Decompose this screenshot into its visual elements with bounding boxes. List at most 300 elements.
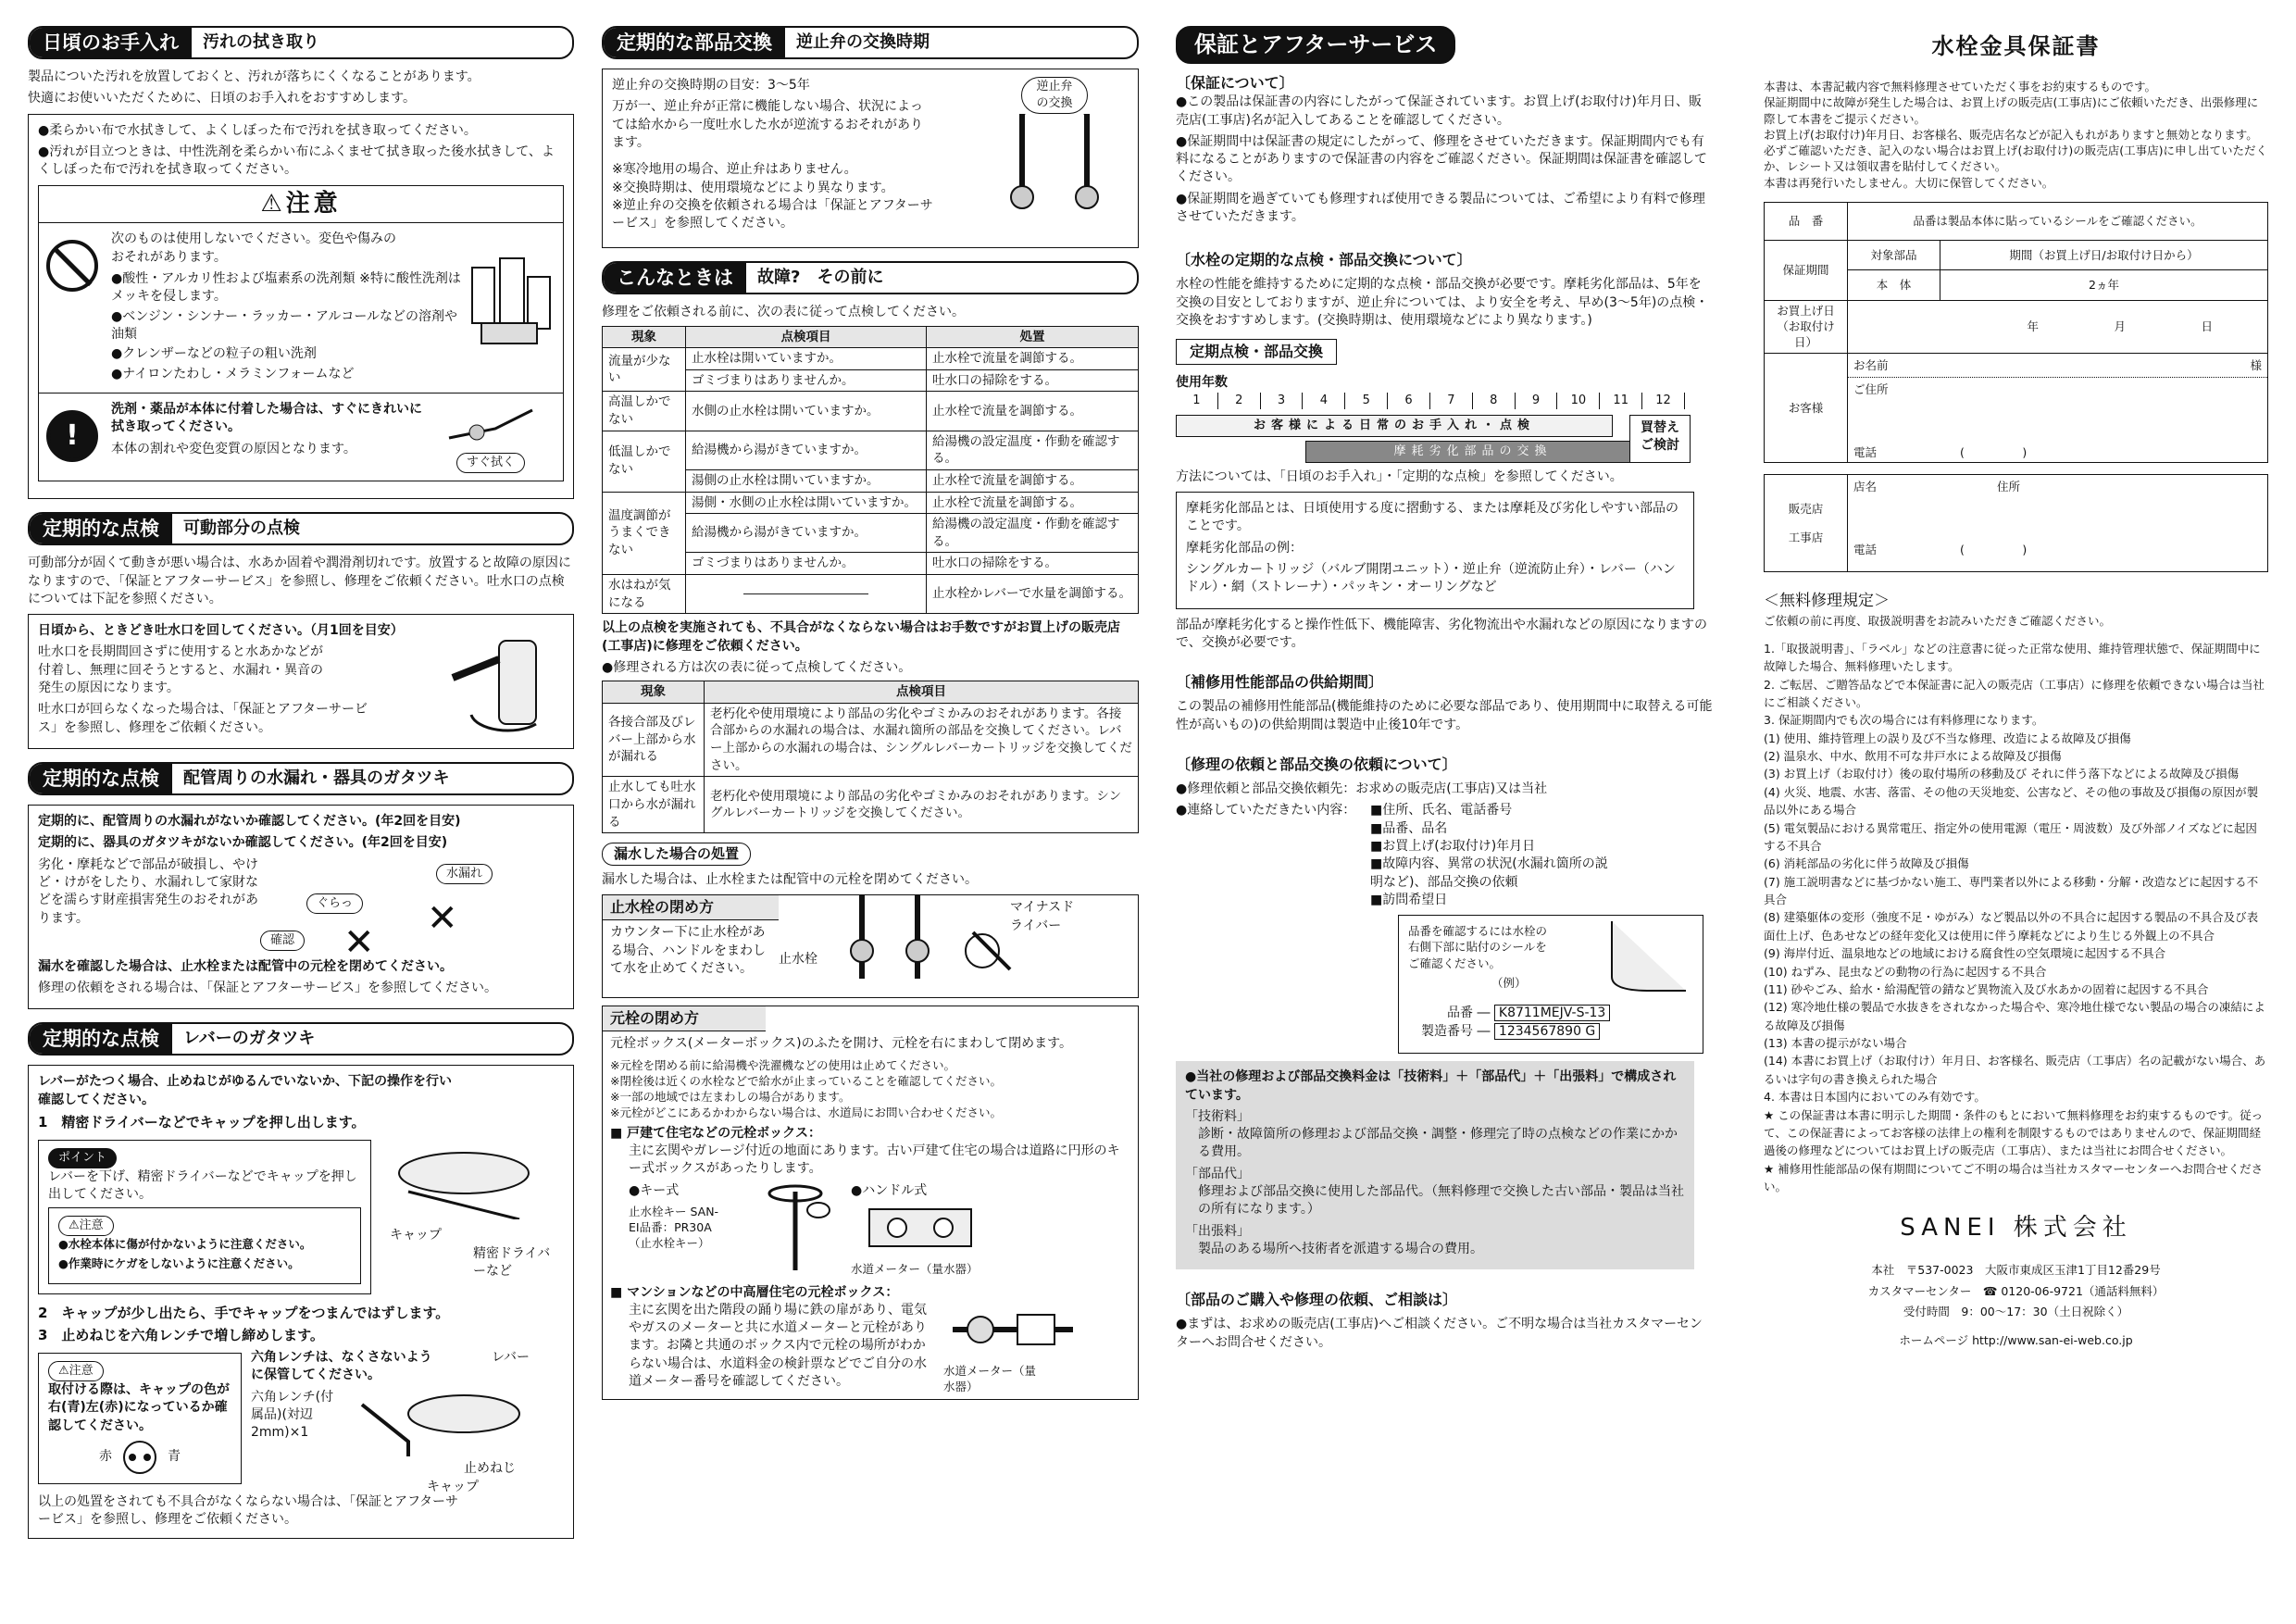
action-cell: 止水栓で流量を調節する。 xyxy=(927,492,1139,514)
caution-row-prohibited xyxy=(39,223,563,394)
period-header: 期間（お買上げ日/お取付け日から） xyxy=(1940,240,2268,270)
intro-line: 保証期間中に故障が発生した場合は、お買上げの販売店(工事店)にご依頼いただき、出張修理に際して本書をご提示ください。 xyxy=(1764,95,2259,126)
symptom-cell: 低温しかでない xyxy=(603,431,686,492)
color-note-box xyxy=(38,1353,242,1484)
month-label: 月 xyxy=(2114,319,2126,334)
list-item: ●クレンザーなどの粒子の粗い洗剤 xyxy=(111,346,317,362)
after-service-title: 保証とアフターサービス xyxy=(1176,26,1455,64)
main-valve-note: ※元栓がどこにあるかわからない場合は、水道局にお問い合わせください。 xyxy=(610,1106,1002,1120)
form-row xyxy=(1765,240,2268,270)
year-tick: 6 xyxy=(1388,393,1430,409)
repair-info-label: ●連絡していただきたい内容： xyxy=(1176,803,1356,818)
list-item: ●酸性・アルカリ性および塩素系の洗剤類 ※特に酸性洗剤はメッキを侵します。 xyxy=(111,271,461,305)
valve-note: ※交換時期は、使用環境などにより異なります。 xyxy=(612,180,894,195)
rule-item: 4. 本書は日本国内においてのみ有効です。 xyxy=(1764,1090,1986,1105)
warranty-item: ●保証期間を過ぎていても修理すれば使用できる製品については、ご希望により有料で修理させていただきます。 xyxy=(1176,191,1705,225)
house-heading: ■ 戸建て住宅などの元栓ボックス： xyxy=(610,1125,821,1141)
shop-address-label: 住所 xyxy=(1997,480,2021,494)
purchase-text: ●まずは、お求めの販売店(工事店)へご相談ください。ご不明な場合は当社カスタマーセンターへお問合せください。 xyxy=(1176,1317,1703,1350)
note-item: ●水栓本体に傷が付かないように注意ください。 xyxy=(58,1237,312,1252)
cap-label: キャップ xyxy=(390,1227,442,1243)
year-tick: 10 xyxy=(1557,393,1600,409)
spout-box xyxy=(28,614,574,749)
wipe-now-label: すぐ拭く xyxy=(456,453,525,473)
repair-heading: 〔修理の依頼と部品交換の依頼について〕 xyxy=(1176,755,1457,773)
cap-color-icon xyxy=(121,1439,158,1476)
leak-risk-text: 劣化・摩耗などで部品が破損し、やけど・けがをしたり、水漏れして家財などを濡らす財産損害発生のおそれがあります。 xyxy=(38,856,258,926)
phone-label: 電話 xyxy=(1853,444,1878,459)
main-valve-note: ※閉栓後は近くの水栓などで給水が止まっていることを確認してください。 xyxy=(610,1073,1002,1088)
main-valve-title: 元栓の閉め方 xyxy=(603,1006,766,1031)
moving-parts-text: 可動部分が固くて動きが悪い場合は、水あか固着や潤滑剤切れです。放置すると故障の原因になりますので、「保証とアフターサービス」を参照し、修理をご依頼ください。吐水口の点検については下記を参照ください。 xyxy=(28,556,571,606)
year-tick: 7 xyxy=(1430,393,1473,409)
leak-measures-pill: 漏水した場合の処置 xyxy=(602,843,751,866)
stopcock-text: カウンター下に止水栓がある場合、ハンドルをまわして水を止めてください。 xyxy=(610,925,766,976)
periodic-heading: 〔水栓の定期的な点検・部品交換について〕 xyxy=(1176,251,1472,269)
table-row xyxy=(603,703,1139,777)
rule-item: (1) 使用、維持管理上の誤り及び不当な修理、改造による故障及び損傷 xyxy=(1764,731,2131,745)
valve-note: ※寒冷地用の場合、逆止弁はありません。 xyxy=(612,162,857,178)
valve-types xyxy=(610,1182,1130,1284)
free-repair-title: ＜無料修理規定＞ xyxy=(1764,592,1890,611)
section-title: 定期的な点検 xyxy=(30,514,172,543)
form-row xyxy=(1765,300,2268,353)
check-cell: 給湯機から湯がきていますか。 xyxy=(686,514,927,553)
fee-heading: ●当社の修理および部品交換料金は「技術料」＋「部品代」＋「出張料」で構成されています。 xyxy=(1185,1069,1677,1103)
cross-icon: ✕ xyxy=(343,920,375,964)
main-valve-text: 元栓ボックス(メーターボックス)のふたを開け、元栓を右にまわして閉めます。 xyxy=(610,1036,1072,1052)
repair-contact: ●修理依頼と部品交換依頼先：お求めの販売店(工事店)又は当社 xyxy=(1176,781,1548,796)
daily-care-text-2: 快適にお使いいただくために、日頃のお手入れをおすすめします。 xyxy=(28,91,417,106)
list-item: ■住所、氏名、電話番号 xyxy=(1370,803,1513,818)
hex-wrench-icon xyxy=(353,1386,529,1460)
phone-label: 電話 xyxy=(1853,543,1878,557)
symptom-cell: 止水しても吐水口から水が漏れる xyxy=(603,777,705,833)
year-tick: 2 xyxy=(1218,393,1261,409)
year-tick: 9 xyxy=(1516,393,1558,409)
troubleshoot-table xyxy=(602,326,1139,615)
meter-label: 水道メーター（量水器） xyxy=(851,1262,979,1277)
rule-item: (10) ねずみ、昆虫などの動物の行為に起因する不具合 xyxy=(1764,964,2047,979)
table-header: 点検項目 xyxy=(705,681,1139,704)
symptom-cell: 流量が少ない xyxy=(603,348,686,392)
apartment-text: 主に玄関を出た階段の踊り場に鉄の扉があり、電気やガスのメーターと共に水道メーターと元栓があります。お隣と共通のボックス内で元栓の場所がわからない場合は、水道料金の検針票などでご自分の水道メーター番号を確認してください。 xyxy=(629,1302,927,1390)
leak-illustration xyxy=(260,856,564,964)
column-maintenance xyxy=(602,26,1139,1407)
section-troubleshoot-header xyxy=(602,261,1139,294)
wear-parts-text: 摩耗劣化部品とは、日頃使用する度に摺動する、または摩耗及び劣化しやすい部品のことです。 xyxy=(1186,501,1678,534)
leak-measures-text: 漏水した場合は、止水栓または配管中の元栓を閉めてください。 xyxy=(602,871,978,887)
daily-care-bullet: ●柔らかい布で水拭きして、よくしぼった布で汚れを拭き取ってください。 xyxy=(38,122,477,138)
check-valve-illustration xyxy=(980,77,1129,240)
timeline-note: 方法については、「日頃のお手入れ」・「定期的な点検」を参照してください。 xyxy=(1176,468,1623,484)
name-label: お名前 xyxy=(1853,357,1889,372)
symptom-cell: 各接合部及びレバー上部から水が漏れる xyxy=(603,703,705,777)
free-repair-rules xyxy=(1764,640,2268,1196)
rule-item: 1.「取扱説明書」、「ラベル」などの注意書に従った正常な使用、維持管理状態で、保証期間中に故障した場合、無料修理いたします。 xyxy=(1764,641,2261,674)
main-valve-box xyxy=(602,1006,1139,1399)
rule-item: (8) 建築躯体の変形（強度不足・ゆがみ）など製品以外の不具合に起因する製品の不具合及び表面仕上げ、色あせなどの経年変化又は使用に伴う摩耗などにより生じる外観上の不具合 xyxy=(1764,910,2259,943)
symptom-cell: 高温しかでない xyxy=(603,392,686,431)
main-valve-note: ※元栓を閉める前に給湯機や洗濯機などの使用は止めてください。 xyxy=(610,1057,955,1072)
period-header: 対象部品 xyxy=(1848,240,1940,270)
warranty-form xyxy=(1764,202,2268,463)
lever-end: 以上の処置をされても不具合がなくならない場合は、「保証とアフターサービス」を参照し、修理をご依頼ください。 xyxy=(38,1493,459,1528)
rule-item: (12) 寒冷地仕様の製品で水抜きをされなかった場合や、寒冷地仕様でない製品の場合の凍結による故障及び損傷 xyxy=(1764,1000,2265,1032)
date-field[interactable] xyxy=(1848,300,2268,353)
check-label: 確認 xyxy=(260,931,305,951)
valve-text: 万が一、逆止弁が正常に機能しない場合、状況によっては給水から一度吐水した水が逆流するおそれがあります。 xyxy=(612,99,923,150)
screw-label: 止めねじ xyxy=(464,1460,516,1476)
year-tick: 4 xyxy=(1303,393,1345,409)
lever-intro: レバーがたつく場合、止めねじがゆるんでいないか、下記の操作を行い確認してください。 xyxy=(38,1074,453,1107)
lever-icon xyxy=(371,1136,538,1219)
repair-info-list xyxy=(1370,802,1611,909)
handle-type-label: ●ハンドル式 xyxy=(851,1182,928,1198)
form-label: お買上げ日（お取付け日） xyxy=(1765,300,1848,353)
column-after-service xyxy=(1176,26,1713,1355)
leak-repair: 修理の依頼をされる場合は、「保証とアフターサービス」を参照してください。 xyxy=(38,980,498,995)
action-cell: 吐水口の掃除をする。 xyxy=(927,369,1139,392)
cap-illustration xyxy=(371,1136,564,1298)
action-cell: 吐水口の掃除をする。 xyxy=(927,553,1139,575)
check-cell: 給湯機から湯がきていますか。 xyxy=(686,431,927,469)
action-cell: 止水栓かレバーで水量を調節する。 xyxy=(927,575,1139,614)
valve-note: ※逆止弁の交換を依頼される場合は「保証とアフターサービス」を参照してください。 xyxy=(612,197,933,231)
hex-note: 六角レンチは、なくさないように保管してください。 xyxy=(251,1349,432,1383)
form-label: 保証期間 xyxy=(1765,240,1848,300)
fee-desc: 診断・故障箇所の修理および部品交換・調整・修理完了時の点検などの作業にかかる費用。 xyxy=(1198,1127,1678,1160)
seal-value: K8711MEJV-S-13 xyxy=(1494,1005,1610,1021)
section-title: こんなときは xyxy=(604,263,746,293)
wear-parts-note: 部品が摩耗劣化すると操作性低下、機能障害、劣化物流出や水漏れなどの原因になりますので、交換が必要です。 xyxy=(1176,617,1707,650)
note-badge: ⚠注意 xyxy=(48,1361,104,1381)
prohibition-icon xyxy=(46,240,98,292)
lever-step-3: 3 止めねじを六角レンチで増し締めします。 xyxy=(38,1327,324,1344)
symptom-cell: 水はねが気になる xyxy=(603,575,686,614)
seal-box: 品番を確認するには水栓の右側下部に貼付のシールをご確認ください。 （例） 品番 ― K8711MEJV-S-13 製造番号 ― 1234567890 G xyxy=(1398,915,1703,1054)
hinban-field[interactable]: 品番は製品本体に貼っているシールをご確認ください。 xyxy=(1848,202,2268,240)
year-tick: 12 xyxy=(1642,393,1685,409)
action-cell: 給湯機の設定温度・作動を確認する。 xyxy=(927,431,1139,469)
note-badge: ⚠注意 xyxy=(58,1216,114,1236)
period-part: 本 体 xyxy=(1848,270,1940,301)
caution-wipe-text: 洗剤・薬品が本体に付着した場合は、すぐにきれいに拭き取ってください。 xyxy=(111,401,422,435)
table-row xyxy=(603,431,1139,469)
maintenance-timeline xyxy=(1176,339,1713,462)
meter-box-icon xyxy=(851,1200,980,1255)
column-care xyxy=(28,26,574,1546)
daily-care-box xyxy=(28,114,574,500)
point-badge: ポイント xyxy=(48,1148,117,1168)
spout-box-head: 日頃から、ときどき吐水口を回してください。（月1回を目安） xyxy=(38,623,404,639)
check-cell: 水側の止水栓は開いていますか。 xyxy=(686,392,927,431)
color-note: 取付ける際は、キャップの色が右(青)左(赤)になっているか確認してください。 xyxy=(48,1381,230,1433)
address-label: ご住所 xyxy=(1853,381,1889,396)
warranty-item: ●この製品は保証書の内容にしたがって保証されています。お買上げ(お取付け)年月日、販売店(工事店)名が記入してあることを確認してください。 xyxy=(1176,94,1703,128)
check-cell: 湯側の止水栓は開いていますか。 xyxy=(686,469,927,492)
troubleshoot-intro: 修理をご依頼される前に、次の表に従って点検してください。 xyxy=(602,305,965,320)
rule-item: ★ 補修用性能部品の保有期間についてご不明の場合は当社カスタマーセンターへお問合せください。 xyxy=(1764,1161,2264,1194)
stopcock-box xyxy=(602,894,1139,998)
table-header: 現象 xyxy=(603,326,686,348)
main-valve-note: ※一部の地域では左まわしの場合があります。 xyxy=(610,1090,851,1105)
driver-label: マイナスドライバー xyxy=(1010,900,1075,933)
rule-item: 3. 保証期間内でも次の場合には有料修理になります。 xyxy=(1764,713,2044,728)
section-title: 日頃のお手入れ xyxy=(30,28,192,57)
apartment-heading: ■ マンションなどの中高層住宅の元栓ボックス： xyxy=(610,1284,899,1300)
table-row xyxy=(603,348,1139,370)
contractor-label: 工事店 xyxy=(1788,531,1824,545)
free-repair-intro: ご依頼の前に再度、取扱説明書をお読みいただきご確認ください。 xyxy=(1764,613,2112,628)
column-warranty-card xyxy=(1764,26,2268,1351)
timeline-label: 使用年数 xyxy=(1176,375,1228,391)
daily-care-bar: お客様による日常のお手入れ・点検 xyxy=(1176,415,1613,437)
rule-item: (14) 本書にお買上げ（お取付け）年月日、お客様名、販売店（工事店）名の記載がない場合、あるいは字句の書き換えられた場合 xyxy=(1764,1054,2266,1086)
part-exchange-bar: 摩耗劣化部品の交換 xyxy=(1305,441,1641,463)
customer-center: カスタマーセンター ☎ 0120-06-9721（通話料無料） xyxy=(1867,1283,2165,1298)
troubleshoot-note: 以上の点検を実施されても、不具合がなくならない場合はお手数ですがお買上げの販売店(工事店)に修理をご依頼ください。 xyxy=(602,620,1120,654)
form-label: お客様 xyxy=(1765,353,1848,463)
cap-label: キャップ xyxy=(427,1479,479,1494)
supply-heading: 〔補修用性能部品の供給期間〕 xyxy=(1176,673,1384,692)
repair-intro: ●修理される方は次の表に従って点検してください。 xyxy=(602,659,912,675)
meter-label: 水道メーター（量水器） xyxy=(943,1364,1037,1394)
key-type-label: ●キー式 xyxy=(629,1182,680,1198)
seal-value: 1234567890 G xyxy=(1494,1023,1600,1040)
action-cell: 止水栓で流量を調節する。 xyxy=(927,348,1139,370)
detergent-bottles-icon xyxy=(463,249,555,351)
shop-name-label: 店名 xyxy=(1853,480,1878,494)
wear-parts-examples: シングルカートリッジ（バルブ開閉ユニット）・逆止弁（逆流防止弁）・レバー（ハンドル）・網（ストレーナ）・パッキン・オーリングなど xyxy=(1186,561,1676,595)
check-cell: 止水栓は開いていますか。 xyxy=(686,348,927,370)
valve-key-icon xyxy=(758,1182,832,1284)
section-title: 定期的な点検 xyxy=(30,764,172,793)
rule-item: (3) お買上げ（お取付け）後の取付場所の移動及び それに伴う落下などによる故障及び損傷 xyxy=(1764,767,2240,781)
caution-wipe-sub: 本体の割れや変色変質の原因となります。 xyxy=(111,441,356,456)
rule-item: (13) 本書の提示がない場合 xyxy=(1764,1036,1907,1051)
house-text: 主に玄関やガレージ付近の地面にあります。古い戸建て住宅の場合は道路に円形のキー式ボックスがあったりします。 xyxy=(629,1143,1120,1177)
customer-field[interactable]: お名前 様 ご住所 電話 ( ) xyxy=(1848,353,2268,463)
hex-spec: 六角レンチ(付属品)(対辺2mm)×1 xyxy=(251,1389,334,1441)
check-cell: ゴミづまりはありませんか。 xyxy=(686,553,927,575)
company-address: 本社 〒537-0023 大阪市東成区玉津1丁目12番29号 xyxy=(1871,1263,2161,1278)
table-row xyxy=(603,492,1139,514)
check-cell: 湯側・水側の止水栓は開いていますか。 xyxy=(686,492,927,514)
fee-label: 「技術料」 xyxy=(1185,1108,1250,1124)
timeline-title: 定期点検・部品交換 xyxy=(1176,339,1337,365)
table-row xyxy=(603,575,1139,614)
table-row xyxy=(603,777,1139,833)
intro-line: お買上げ(お取付け)年月日、お客様名、販売店名などが記入もれがありますと無効となります。必ずご確認いただき、記入のない場合はお買上げ(お取付け)の販売店(工事店)に申し出ていただくか、レシート又は領収書を貼付してください。 xyxy=(1764,127,2268,174)
list-item: ■品番、品名 xyxy=(1370,820,1448,836)
section-lever-header xyxy=(28,1022,574,1056)
check-cell: 老朽化や使用環境により部品の劣化やゴミかみのおそれがあります。各接合部からの水漏れの場合は、水漏れ箇所の部品を交換してください。レバー上部からの水漏れの場合は、シングルレバーカートリッジを交換してください。 xyxy=(705,703,1139,777)
form-row xyxy=(1765,475,2268,572)
warranty-card-title: 水栓金具保証書 xyxy=(1931,33,2101,59)
faucet-base-icon xyxy=(1593,921,1695,995)
seal-example: （例） xyxy=(1491,975,1527,990)
section-subtitle: 可動部分の点検 xyxy=(172,514,311,543)
wear-parts-box xyxy=(1176,492,1694,609)
table-header: 処置 xyxy=(927,326,1139,348)
seal-label: 製造番号 xyxy=(1421,1023,1473,1039)
driver-label: 精密ドライバーなど xyxy=(473,1245,551,1279)
point-box xyxy=(38,1140,371,1294)
section-title: 定期的な点検 xyxy=(30,1024,172,1054)
warranty-heading: 〔保証について〕 xyxy=(1176,74,1294,93)
spout-box-text-2: 吐水口が回らなくなった場合は、「保証とアフターサービス」を参照し、修理をご依頼ください。 xyxy=(38,702,368,735)
cross-icon: ✕ xyxy=(427,896,458,940)
year-tick: 3 xyxy=(1261,393,1304,409)
year-label: 年 xyxy=(2027,319,2039,334)
table-header: 点検項目 xyxy=(686,326,927,348)
leak-action: 漏水を確認した場合は、止水栓または配管中の元栓を閉めてください。 xyxy=(38,958,453,974)
day-label: 日 xyxy=(2201,319,2213,334)
section-subtitle: 配管周りの水漏れ・器具のガタツキ xyxy=(172,764,460,793)
fee-desc: 修理および部品交換に使用した部品代。（無料修理で交換した古い部品・製品は当社の所有になります。） xyxy=(1198,1184,1684,1218)
period-length: 2ヵ年 xyxy=(1940,270,2268,301)
list-item: ●ナイロンたわし・メラミンフォームなど xyxy=(111,366,355,381)
exclamation-icon: ! xyxy=(46,410,98,462)
section-subtitle: 汚れの拭き取り xyxy=(192,28,331,57)
action-cell: 止水栓で流量を調節する。 xyxy=(927,469,1139,492)
key-product: 止水栓キー SAN-EI品番：PR30A（止水栓キー） xyxy=(629,1204,719,1251)
company-logo: SANEI 株式会社 xyxy=(1900,1214,2132,1243)
seal-label: 品番 xyxy=(1447,1006,1473,1021)
spout-box-text: 吐水口を長期間回さずに使用すると水あかなどが付着し、無理に回そうとすると、水漏れ・異音の発生の原因になります。 xyxy=(38,644,323,696)
shop-label: 販売店 xyxy=(1788,501,1824,516)
action-cell: 給湯機の設定温度・作動を確認する。 xyxy=(927,514,1139,553)
form-row xyxy=(1765,202,2268,240)
action-cell: 止水栓で流量を調節する。 xyxy=(927,392,1139,431)
section-subtitle: 故障? その前に xyxy=(746,263,894,293)
table-header: 現象 xyxy=(603,681,705,704)
check-cell: 老朽化や使用環境により部品の劣化やゴミかみのおそれがあります。シングルレバーカートリッジを交換してください。 xyxy=(705,777,1139,833)
valve-pipes-icon xyxy=(985,114,1124,234)
check-valve-box xyxy=(602,69,1139,248)
section-moving-parts-header xyxy=(28,512,574,545)
table-row xyxy=(603,392,1139,431)
list-item: ■故障内容、異常の状況(水漏れ箇所の説明など)、部品交換の依頼 xyxy=(1370,856,1608,890)
intro-line: 本書は再発行いたしません。大切に保管してください。 xyxy=(1764,175,2054,190)
rule-item: (7) 施工説明書などに基づかない施工、専門業者以外による移動・分解・改造などに起因する不具合 xyxy=(1764,874,2259,907)
fee-label: 「部品代」 xyxy=(1185,1166,1250,1181)
rule-item: ★ この保証書は本書に明示した期間・条件のもとにおいて無料修理をお約束するものです。従って、この保証書によってお客様の法律上の権利を制限するものではありませんので、保証期間経過後の修理などについてはお買上げの販売店（工事店）、または当社にお問合せください。 xyxy=(1764,1107,2264,1158)
seal-text: 品番を確認するには水栓の右側下部に貼付のシールをご確認ください。 xyxy=(1408,924,1548,970)
wear-parts-examples-label: 摩耗劣化部品の例： xyxy=(1186,540,1303,556)
year-tick: 8 xyxy=(1473,393,1516,409)
check-cell: ―――――――――― xyxy=(686,575,927,614)
year-tick: 1 xyxy=(1176,393,1218,409)
section-subtitle: レバーのガタツキ xyxy=(172,1024,326,1054)
form-label: 品 番 xyxy=(1765,202,1848,240)
faucet-rotate-illustration xyxy=(443,622,564,733)
check-cell: ゴミづまりはありませんか。 xyxy=(686,369,927,392)
valve-label: 逆止弁の交換 xyxy=(1021,77,1088,114)
lever-box xyxy=(28,1065,574,1539)
years-scale xyxy=(1176,393,1685,409)
wobble-label: ぐらっ xyxy=(306,893,363,914)
section-leak-header xyxy=(28,762,574,795)
caution-lead: 次のものは使用しないでください。変色や傷みのおそれがあります。 xyxy=(111,231,396,265)
leak-label: 水漏れ xyxy=(436,864,493,884)
rule-item: 2. ご転居、ご贈答品などで本保証書に記入の販売店（工事店）に修理を依頼できない場合は当社にご相談ください。 xyxy=(1764,677,2265,709)
apartment-meter-icon xyxy=(943,1302,1082,1357)
rule-item: (4) 火災、地震、水害、落雷、その他の天災地変、公害など、その他の事故及び損傷の原因が製品以外にある場合 xyxy=(1764,784,2259,818)
rule-item: (11) 砂やごみ、給水・給湯配管の錆など異物流入及び水あかの固着に起因する不具合 xyxy=(1764,981,2209,996)
lever-step-1: 1 精密ドライバーなどでキャップを押し出します。 xyxy=(38,1113,366,1131)
supply-text: この製品の補修用性能部品(機能維持のために必要な部品であり、使用期間中に取替える可能性が高いもの)の供給期間は製造中止後10年です。 xyxy=(1176,699,1713,732)
warranty-intro xyxy=(1764,79,2268,191)
shop-form xyxy=(1764,474,2268,572)
section-title: 定期的な部品交換 xyxy=(604,28,785,57)
honorific-label: 様 xyxy=(2250,357,2262,372)
daily-care-bullet: ●汚れが目立つときは、中性洗剤を柔らかい布にふくませて拭き取った後水拭きして、よくしぼった布で汚れを拭き取ってください。 xyxy=(38,144,555,178)
rule-item: (6) 消耗部品の劣化に伴う故障及び損傷 xyxy=(1764,856,1969,871)
caution-panel xyxy=(38,185,564,482)
business-hours: 受付時間 9：00～17：30（土日祝除く） xyxy=(1903,1305,2129,1319)
point-text: レバーを下げ、精密ドライバーなどでキャップを押し出してください。 xyxy=(48,1168,357,1202)
note-item: ●作業時にケガをしないように注意ください。 xyxy=(58,1256,300,1271)
lever-label: レバー xyxy=(492,1349,530,1365)
section-check-valve-header xyxy=(602,26,1139,59)
fee-desc: 製品のある場所へ技術者を派遣する場合の費用。 xyxy=(1198,1242,1483,1256)
list-item: ■訪問希望日 xyxy=(1370,892,1448,907)
company-contact xyxy=(1764,1260,2268,1351)
stopcock-icon xyxy=(834,895,1019,997)
faucet-wipe-icon xyxy=(440,401,542,447)
year-tick: 5 xyxy=(1345,393,1388,409)
list-item: ●ベンジン・シンナー・ラッカー・アルコールなどの溶剤や油類 xyxy=(111,308,458,342)
prohibited-list xyxy=(111,270,463,383)
repair-table xyxy=(602,681,1139,833)
stopcock-title: 止水栓の閉め方 xyxy=(603,895,779,920)
form-row xyxy=(1765,353,2268,463)
symptom-cell: 温度調節がうまくできない xyxy=(603,492,686,575)
fee-panel xyxy=(1176,1061,1694,1269)
section-daily-care-header xyxy=(28,26,574,59)
blue-label: 青 xyxy=(168,1449,181,1465)
shop-field[interactable]: 店名 住所 電話 ( ) xyxy=(1848,475,2268,572)
caution-heading: ⚠注意 xyxy=(39,186,563,224)
red-label: 赤 xyxy=(99,1449,112,1465)
rule-item: (5) 電気製品における異常電圧、指定外の使用電源（電圧・周波数）及び外部ノイズなどに起因する不具合 xyxy=(1764,820,2257,853)
website-link[interactable]: ホームページ http://www.san-ei-web.co.jp xyxy=(1899,1332,2133,1347)
fee-label: 「出張料」 xyxy=(1185,1223,1250,1239)
caution-row-wipe xyxy=(39,394,563,481)
intro-line: 本書は、本書記載内容で無料修理させていただく事をお約束するものです。 xyxy=(1764,80,2157,94)
form-label xyxy=(1765,475,1848,572)
purchase-heading: 〔部品のご購入や修理の依頼、ご相談は〕 xyxy=(1176,1291,1458,1309)
year-tick: 11 xyxy=(1600,393,1642,409)
leak-check-2: 定期的に、器具のガタツキがないか確認してください。(年2回を目安) xyxy=(38,835,448,851)
valve-interval: 逆止弁の交換時期の目安：3～5年 xyxy=(612,78,810,93)
daily-care-text-1: 製品についた汚れを放置しておくと、汚れが落ちにくくなることがあります。 xyxy=(28,69,480,84)
stopcock-label: 止水栓 xyxy=(779,952,817,968)
leak-box xyxy=(28,805,574,1009)
list-item: ■お買上げ(お取付け)年月日 xyxy=(1370,838,1536,854)
periodic-text: 水栓の性能を維持するために定期的な点検・部品交換が必要です。摩耗劣化部品は、5年を交換の目安としておりますが、逆止弁については、より安全を考え、早め(3～5年)の点検・交換をおすすめします。(交換時期は、使用環境などにより異なります。) xyxy=(1176,277,1709,329)
warranty-item: ●保証期間中は保証書の規定にしたがって、修理をさせていただきます。保証期間内でも有料になることがありますので保証書の内容をご確認ください。保証期間は保証書を確認してください。 xyxy=(1176,133,1707,185)
rule-item: (9) 海岸付近、温泉地などの地域における腐食性の空気環境に起因する不具合 xyxy=(1764,946,2166,961)
leak-check-1: 定期的に、配管周りの水漏れがないか確認してください。(年2回を目安) xyxy=(38,814,461,829)
section-subtitle: 逆止弁の交換時期 xyxy=(785,28,941,57)
replace-box: 買替え ご検討 xyxy=(1629,415,1691,463)
rule-item: (2) 温泉水、中水、飲用不可な井戸水による故障及び損傷 xyxy=(1764,749,2062,764)
lever-step-2: 2 キャップが少し出たら、手でキャップをつまんではずします。 xyxy=(38,1304,450,1321)
note-box xyxy=(48,1207,361,1283)
